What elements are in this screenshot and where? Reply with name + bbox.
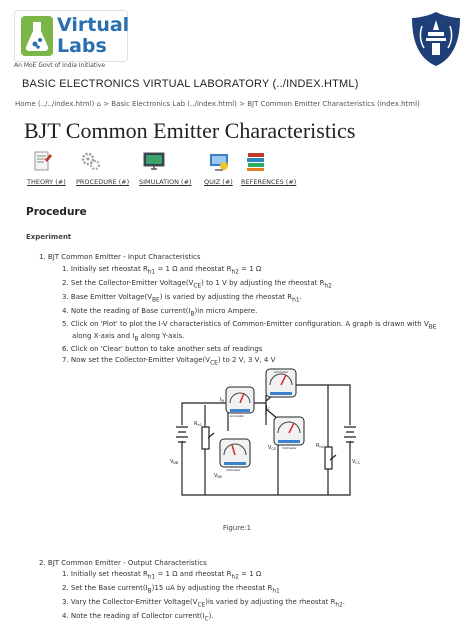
figure-caption: Figure:1 [222, 524, 252, 532]
list-item: 1. Initially set rheostat $R_{h1} = 1$ Ω and rheostat $R_{h2} = 1$ Ω [62, 570, 262, 581]
svg-text:Rh1: $R_{h1}$ [194, 421, 202, 427]
tab-procedure-label: PROCEDURE (#) [76, 178, 130, 186]
list-item: 4. Note the reading of Base $current(I_B)in$ micro Ampere. [62, 307, 258, 318]
tab-theory[interactable] [27, 150, 66, 186]
svg-text:Voltmeter: Voltmeter [226, 468, 241, 472]
svg-text:Rh2: $R_{h2}$ [316, 443, 324, 449]
section-heading: Procedure [26, 206, 87, 218]
list-item: 3. Base Emitter $Voltage(V_{BE})$ is varied by adjusting the rheostat $R_{h1}$. [62, 293, 302, 304]
list-item: 7. Now set the Collector-Emitter $Voltage(V_{CE})$ to 2 V, 3 V, 4 V [62, 356, 276, 367]
institute-emblem-icon [408, 10, 464, 68]
voltmeter-ce-icon [274, 417, 304, 445]
tab-references[interactable] [241, 150, 296, 186]
flask-logo-icon [21, 16, 53, 56]
tab-simulation[interactable] [139, 150, 192, 186]
logo-text-virtual: Virtual [57, 14, 130, 36]
logo-text-labs: Labs [57, 35, 107, 57]
tab-references-label: REFERENCES (#) [241, 178, 297, 186]
output-list-title: 2. BJT Common Emitter - Output Characteristics [39, 559, 207, 567]
theory-icon [31, 150, 53, 172]
tab-procedure[interactable] [76, 150, 129, 186]
list-item: 5. Click on 'Plot' to plot the I-V characteristics of Common-Emitter configuration. A graph is drawn with $V_{BE}$ [62, 320, 437, 331]
circuit-diagram-figure [170, 365, 360, 500]
procedure-icon [80, 150, 102, 172]
breadcrumb-lab[interactable]: Basic Electronics Lab (../index.html) > [111, 100, 245, 108]
svg-text:Ammeter: Ammeter [230, 414, 244, 418]
references-icon [245, 150, 267, 172]
logo-tagline: An MoE Govt of India Initiative [14, 62, 106, 69]
lab-nav-title[interactable]: BASIC ELECTRONICS VIRTUAL LABORATORY (../INDEX.HTML) [22, 78, 359, 90]
list-item: 2. Set the Base $current(I_B)15$ uA by adjusting the rheostat $R_{h1}$ [62, 584, 280, 595]
list-item: 1. Initially set rheostat $R_{h1} = 1$ Ω and rheostat $R_{h2} = 1$ Ω [62, 265, 262, 276]
svg-text:VCC: $V_{CC}$ [352, 459, 360, 465]
list-item: 2. Set the Collector-Emitter $Voltage(V_{CE})$ to 1 V by adjusting the rheostat $R_{h2}$ [62, 279, 332, 290]
svg-text:IC: $I_C$ [266, 405, 270, 411]
svg-text:VCE: $V_{CE}$ [268, 445, 277, 451]
list-item: 3. Vary the Collector-Emitter $Voltage(V_{CE})is$ varied by adjusting the rheostat $R_{h2}$. [62, 598, 346, 609]
experiment-tabs [27, 150, 347, 195]
virtual-labs-logo[interactable] [14, 10, 128, 62]
simulation-icon [143, 150, 165, 172]
svg-text:Voltmeter: Voltmeter [282, 446, 297, 450]
breadcrumb-page[interactable]: BJT Common Emitter Characteristics (index.html) [247, 100, 420, 108]
voltmeter-be-icon [220, 439, 250, 467]
svg-text:VBE: $V_{BE}$ [214, 473, 223, 479]
list-item: 4. Note the reading of Collector $current(I_C)$. [62, 612, 214, 623]
breadcrumb-home[interactable]: Home (../../index.html) ⌂ > [15, 100, 110, 108]
quiz-icon [208, 150, 230, 172]
page-title: BJT Common Emitter Characteristics [24, 118, 356, 143]
input-list-title: 1. BJT Common Emitter - Input Characteristics [39, 253, 201, 261]
list-item: along X-axis and $I_B$ along Y-axis. [72, 332, 185, 343]
sub-heading: Experiment [26, 233, 72, 241]
tab-simulation-label: SIMULATION (#) [139, 178, 192, 186]
svg-text:Ammeter: Ammeter [274, 370, 288, 374]
ammeter-base-icon [226, 387, 254, 413]
list-item: 6. Click on 'Clear' button to take another sets of readings [62, 345, 263, 353]
svg-text:IB: $I_B$ [220, 397, 224, 403]
breadcrumb [15, 100, 420, 108]
tab-quiz-label: QUIZ (#) [204, 178, 233, 186]
site-header [0, 0, 474, 75]
tab-theory-label: THEORY (#) [27, 178, 66, 186]
svg-text:VBB: $V_{BB}$ [170, 459, 179, 465]
tab-quiz[interactable] [204, 150, 233, 186]
